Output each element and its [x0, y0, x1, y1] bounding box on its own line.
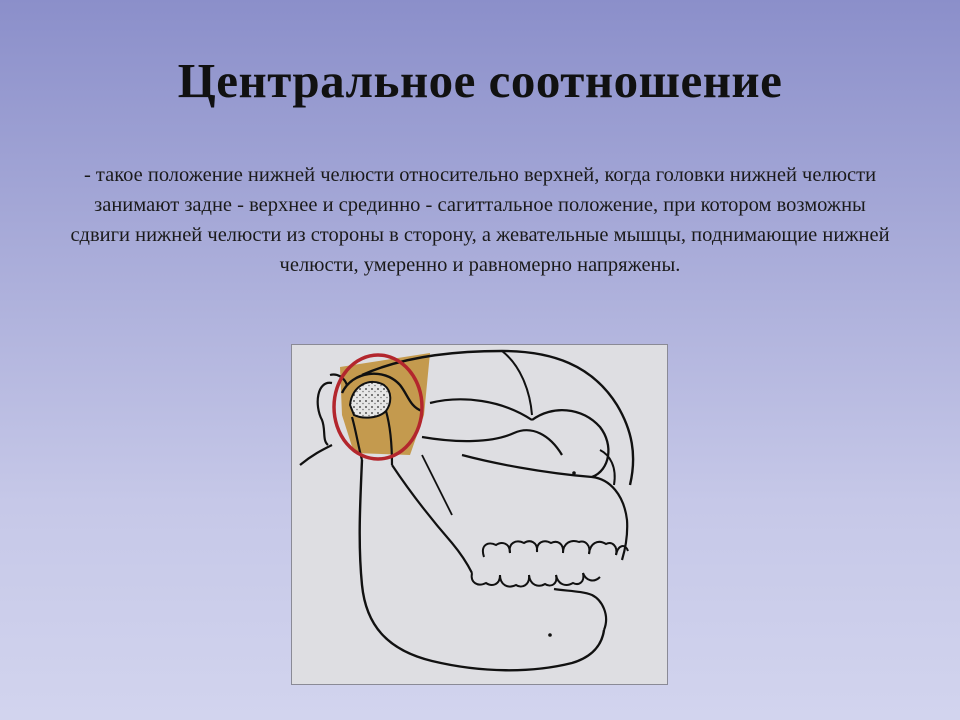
definition-text: - такое положение нижней челюсти относительно верхней, когда головки нижней челюсти занимают задне - верхнее и срединно - сагиттальное положение, при котором возможны сдвиги нижней челюсти из стороны в сторону, а жевательные мышцы, поднимающие нижней челюсти, умеренно и равномерно напряжены.: [70, 164, 890, 276]
skull-drawing: [292, 345, 667, 684]
skull-illustration: [291, 344, 668, 685]
slide-title: Центральное соотношение: [177, 53, 783, 108]
